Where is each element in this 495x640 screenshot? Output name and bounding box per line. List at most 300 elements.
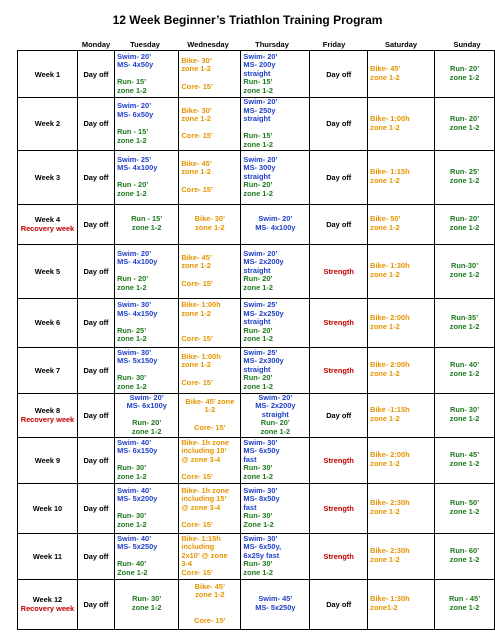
workout-line: Bike- 2:00h: [370, 360, 410, 370]
thursday-cell: [241, 483, 310, 533]
workout-line: Bike- 1h zone: [181, 437, 229, 447]
workout-line: Run- 40’: [450, 360, 480, 370]
workout-line: Swim- 30’: [117, 347, 152, 357]
tuesday-cell: [115, 298, 179, 347]
workout-line: zone 1-2: [131, 603, 162, 613]
workout-line: zone 1-2: [370, 73, 400, 82]
saturday-cell: [368, 98, 435, 151]
workout-line: Run- 30’: [450, 405, 480, 415]
week-row: [18, 483, 495, 533]
friday-activity: Day off: [326, 172, 352, 182]
workout-line: Swim- 20’: [258, 214, 293, 224]
workout-line: Swim- 40’: [117, 437, 152, 447]
friday-cell: [310, 150, 368, 204]
tuesday-cell: [115, 204, 179, 244]
wednesday-cell: [179, 579, 241, 629]
workout-line: zone 1-2: [117, 471, 147, 481]
page-title: 12 Week Beginner’s Triathlon Training Program: [112, 13, 383, 27]
friday-activity: Day off: [326, 599, 352, 609]
workout-line: 3-4: [181, 559, 193, 569]
workout-line: zone 1-2: [181, 360, 211, 370]
monday-cell: Day off: [77, 533, 114, 579]
friday-cell: [310, 98, 368, 151]
sunday-cell: [435, 347, 495, 393]
friday-cell: [310, 244, 368, 298]
workout-line: zone 1-2: [449, 414, 480, 424]
workout-line: Swim- 20’: [243, 51, 278, 61]
week-label: Week 11: [32, 551, 62, 561]
workout-line: zone 1-2: [117, 334, 147, 344]
week-label: Week 10: [32, 503, 63, 513]
workout-line: MS- 2x200y: [243, 257, 284, 267]
sunday-cell: [435, 150, 495, 204]
workout-line: Swim- 20’: [117, 51, 152, 61]
monday-cell: Day off: [77, 150, 114, 204]
thursday-cell: [241, 204, 310, 244]
workout-line: Core- 15’: [181, 519, 213, 529]
workout-line: fast: [243, 502, 257, 512]
workout-line: Bike- 1:15h: [370, 167, 410, 177]
week-row: [18, 393, 495, 437]
workout-line: zone 1-2: [117, 519, 147, 529]
workout-line: Run- 30’: [243, 559, 273, 569]
workout-line: Run - 20’: [117, 180, 149, 190]
workout-line: MS- 250y: [243, 105, 276, 115]
workout-line: Swim- 20’: [117, 101, 152, 111]
recovery-week-label: Recovery week: [20, 224, 75, 234]
week-row: [18, 347, 495, 393]
workout-line: zone 1-2: [370, 122, 400, 132]
workout-line: Run- 15’: [243, 131, 273, 141]
wednesday-cell: [179, 98, 241, 151]
workout-line: MS- 300y: [243, 163, 276, 173]
monday-cell: Day off: [77, 393, 114, 437]
workout-line: Run- 15’: [243, 77, 273, 87]
workout-line: MS- 6x100y: [126, 401, 167, 411]
workout-line: Run - 45’: [448, 594, 481, 604]
workout-line: Swim- 20’: [243, 154, 278, 164]
workout-line: Run-35’: [451, 312, 479, 322]
friday-activity: Strength: [323, 455, 354, 465]
week-label: Week 7: [34, 365, 61, 375]
workout-line: straight: [243, 68, 271, 78]
day-header-sunday: Sunday: [453, 40, 481, 49]
workout-line: zone 1-2: [195, 590, 225, 600]
saturday-cell: [368, 393, 435, 437]
thursday-cell: [241, 533, 310, 579]
workout-line: Run- 30’: [117, 463, 147, 473]
workout-line: Run- 40’: [117, 559, 147, 569]
tuesday-cell: [115, 579, 179, 629]
week-label: Week 2: [34, 119, 61, 129]
workout-line: including 15’: [181, 494, 227, 504]
friday-cell: [310, 298, 368, 347]
friday-activity: Day off: [326, 219, 352, 229]
week-label-cell: [18, 51, 78, 98]
workout-line: Run- 20’: [243, 274, 273, 284]
thursday-cell: [241, 51, 310, 98]
monday-cell: Day off: [77, 437, 114, 483]
week-label: Week 6: [34, 318, 61, 328]
monday-cell: Day off: [77, 204, 114, 244]
workout-line: Core- 15’: [194, 615, 226, 625]
week-label-cell: [18, 579, 78, 629]
workout-line: Bike- 1:00h: [181, 351, 221, 361]
workout-line: 1-2: [204, 405, 216, 415]
workout-line: Swim- 20’: [117, 248, 152, 258]
workout-line: MS- 5x250y: [255, 603, 296, 613]
tuesday-cell: [115, 393, 179, 437]
workout-line: Bike- 45’: [181, 158, 212, 168]
workout-line: Swim- 40’: [117, 485, 152, 495]
thursday-cell: [241, 244, 310, 298]
week-label: Week 9: [34, 455, 61, 465]
workout-line: zone 1-2: [370, 555, 400, 565]
thursday-cell: [241, 579, 310, 629]
wednesday-cell: [179, 483, 241, 533]
day-header-monday: Monday: [81, 40, 111, 49]
day-header-saturday: Saturday: [384, 40, 418, 49]
tuesday-cell: [115, 483, 179, 533]
week-row: [18, 533, 495, 579]
week-label: Week 4: [34, 215, 61, 225]
week-label-cell: [18, 244, 78, 298]
saturday-cell: [368, 533, 435, 579]
workout-line: Run- 20’: [243, 325, 273, 335]
workout-line: MS- 4x100y: [255, 223, 296, 233]
workout-line: zone 1-2: [370, 321, 400, 331]
tuesday-cell: [115, 150, 179, 204]
workout-line: Run- 30’: [243, 511, 273, 521]
workout-line: zone 1-2: [449, 603, 480, 613]
week-label-cell: [18, 150, 78, 204]
week-row: [18, 51, 495, 98]
workout-line: zone 1-2: [449, 122, 480, 132]
friday-cell: [310, 579, 368, 629]
workout-line: Core- 15’: [181, 567, 213, 577]
workout-line: MS- 8x50y: [243, 494, 280, 504]
sunday-cell: [435, 244, 495, 298]
workout-line: Run-30’: [451, 261, 479, 271]
workout-line: MS- 5x150y: [117, 356, 158, 366]
workout-line: Core- 15’: [194, 422, 226, 432]
workout-line: Core- 15’: [181, 81, 213, 91]
workout-line: zone 1-2: [260, 426, 291, 436]
workout-line: Swim- 30’: [243, 485, 278, 495]
workout-line: zone 1-2: [117, 135, 147, 145]
workout-line: @ zone 3-4: [181, 454, 221, 464]
workout-line: zone1-2: [370, 603, 398, 613]
workout-line: Swim- 30’: [243, 437, 278, 447]
saturday-cell: [368, 51, 435, 98]
workout-line: Run - 15’: [131, 214, 163, 224]
workout-line: zone 1-2: [370, 414, 400, 424]
week-label: Week 3: [34, 172, 61, 182]
day-header-tuesday: Tuesday: [130, 40, 160, 49]
saturday-cell: [368, 244, 435, 298]
workout-line: Run- 30’: [243, 463, 273, 473]
workout-line: Run- 15’: [117, 77, 147, 87]
workout-line: zone 1-2: [181, 167, 211, 177]
sunday-cell: [435, 51, 495, 98]
workout-line: zone 1-2: [131, 223, 162, 233]
friday-cell: [310, 347, 368, 393]
workout-line: Bike- 45’ zone: [185, 396, 235, 406]
friday-cell: [310, 393, 368, 437]
workout-line: Bike- 45’: [194, 581, 226, 591]
workout-line: zone 1-2: [370, 176, 400, 186]
workout-line: Swim- 45’: [258, 594, 293, 604]
workout-line: Run- 20’: [450, 64, 480, 74]
training-table: [17, 50, 495, 630]
wednesday-cell: [179, 244, 241, 298]
sunday-cell: [435, 437, 495, 483]
workout-line: Bike- 1:00h: [181, 300, 221, 310]
spacer: [181, 318, 240, 327]
week-label-cell: [18, 533, 78, 579]
workout-line: zone 1-2: [117, 85, 147, 95]
workout-line: including 10’: [181, 446, 227, 456]
workout-line: straight: [261, 409, 289, 419]
workout-line: zone 1-2: [370, 369, 400, 379]
tuesday-cell: [115, 533, 179, 579]
workout-line: zone 1-2: [117, 381, 147, 391]
tuesday-cell: [115, 244, 179, 298]
workout-line: Swim- 20’: [129, 393, 164, 402]
sunday-cell: [435, 533, 495, 579]
monday-cell: Day off: [77, 483, 114, 533]
workout-line: MS- 6x150y: [117, 446, 158, 456]
workout-line: straight: [243, 171, 271, 181]
workout-line: MS- 5x250y: [117, 542, 158, 552]
workout-line: MS- 6x50y,: [243, 542, 282, 552]
recovery-week-label: Recovery week: [20, 604, 75, 614]
workout-line: Run- 20’: [260, 418, 290, 428]
workout-line: Swim- 25’: [243, 347, 278, 357]
sunday-cell: [435, 298, 495, 347]
workout-line: zone 1-2: [181, 261, 211, 271]
week-row: [18, 204, 495, 244]
workout-line: Bike -1:15h: [370, 405, 410, 415]
saturday-cell: [368, 483, 435, 533]
workout-line: Bike- 1:00h: [370, 114, 410, 124]
workout-line: Swim- 20’: [258, 393, 293, 402]
workout-line: Bike- 30’: [181, 55, 212, 65]
workout-line: Swim- 20’: [243, 97, 278, 106]
workout-line: Core- 15’: [181, 131, 213, 141]
saturday-cell: [368, 347, 435, 393]
workout-line: zone 1-2: [181, 114, 211, 124]
week-row: [18, 579, 495, 629]
friday-activity: Strength: [323, 318, 354, 328]
monday-cell: Day off: [77, 51, 114, 98]
thursday-cell: [241, 98, 310, 151]
day-header-friday: Friday: [322, 40, 346, 49]
workout-line: Bike- 30’: [194, 214, 226, 224]
workout-line: zone 1-2: [370, 270, 400, 280]
week-label-cell: [18, 483, 78, 533]
week-label: Week 12: [32, 595, 63, 605]
workout-line: Run- 30’: [117, 511, 147, 521]
tuesday-cell: [115, 98, 179, 151]
sunday-cell: [435, 204, 495, 244]
workout-line: MS- 6x50y: [243, 446, 280, 456]
day-header-thursday: Thursday: [255, 40, 289, 49]
workout-line: 6x25y fast: [243, 550, 280, 560]
friday-cell: [310, 437, 368, 483]
saturday-cell: [368, 204, 435, 244]
workout-line: Bike- 2:00h: [370, 312, 410, 322]
week-label-cell: [18, 298, 78, 347]
workout-line: straight: [243, 265, 271, 275]
workout-line: Swim- 40’: [117, 533, 152, 543]
recovery-week-label: Recovery week: [20, 415, 75, 425]
friday-cell: [310, 51, 368, 98]
tuesday-cell: [115, 437, 179, 483]
friday-cell: [310, 204, 368, 244]
workout-line: zone 1-2: [243, 282, 273, 292]
workout-line: zone 1-2: [117, 282, 147, 292]
workout-line: Bike- 45’: [370, 64, 401, 74]
workout-line: Bike- 1h zone: [181, 485, 229, 495]
workout-line: MS- 5x200y: [117, 494, 158, 504]
workout-line: fast: [243, 454, 257, 464]
workout-line: straight: [243, 364, 271, 374]
workout-line: Run- 25’: [117, 325, 147, 335]
workout-line: zone 1-2: [449, 223, 480, 233]
week-label: Week 5: [34, 266, 61, 276]
workout-line: Bike- 45’: [181, 252, 212, 262]
workout-line: Bike- 1:15h: [181, 533, 221, 543]
workout-line: zone 1-2: [370, 223, 400, 233]
workout-line: Swim- 25’: [117, 154, 152, 164]
wednesday-cell: [179, 298, 241, 347]
workout-line: MS- 2x200y: [255, 401, 296, 411]
friday-activity: Strength: [323, 503, 354, 513]
workout-line: Run- 20’: [243, 180, 273, 190]
workout-line: including: [181, 542, 215, 552]
workout-line: MS- 4x100y: [117, 257, 158, 267]
day-header-wednesday: Wednesday: [187, 40, 229, 49]
week-label-cell: [18, 98, 78, 151]
workout-line: zone 1-2: [243, 471, 273, 481]
monday-cell: Day off: [77, 298, 114, 347]
saturday-cell: [368, 150, 435, 204]
monday-cell: Day off: [77, 347, 114, 393]
workout-line: Bike- 2:30h: [370, 546, 410, 556]
week-row: [18, 150, 495, 204]
friday-activity: Strength: [323, 551, 354, 561]
thursday-cell: [241, 150, 310, 204]
workout-line: zone 1-2: [181, 64, 211, 74]
workout-line: Zone 1-2: [117, 567, 148, 577]
friday-cell: [310, 483, 368, 533]
workout-line: Bike- 2:30h: [370, 498, 410, 508]
workout-line: zone 1-2: [243, 567, 273, 577]
workout-line: zone 1-2: [243, 85, 273, 95]
workout-line: Run- 20’: [132, 418, 162, 428]
workout-line: Core- 15’: [181, 471, 213, 481]
friday-activity: Strength: [323, 365, 354, 375]
workout-line: Core- 15’: [181, 278, 213, 288]
workout-line: Run - 15’: [117, 127, 149, 137]
workout-line: Run- 20’: [450, 214, 480, 224]
saturday-cell: [368, 298, 435, 347]
workout-line: zone 1-2: [449, 270, 480, 280]
workout-line: zone 1-2: [449, 321, 480, 331]
monday-cell: Day off: [77, 579, 114, 629]
workout-line: Run- 30’: [132, 594, 162, 604]
week-label-cell: [18, 347, 78, 393]
week-label-cell: [18, 204, 78, 244]
workout-line: MS- 2x250y: [243, 308, 284, 318]
wednesday-cell: [179, 393, 241, 437]
monday-cell: Day off: [77, 244, 114, 298]
workout-line: Bike- 30’: [181, 105, 212, 115]
workout-line: MS- 4x100y: [117, 163, 158, 173]
workout-line: zone 1-2: [131, 426, 162, 436]
workout-line: Core- 15’: [181, 334, 213, 344]
workout-line: MS- 4x150y: [117, 308, 158, 318]
workout-line: zone 1-2: [370, 507, 400, 517]
week-row: [18, 298, 495, 347]
workout-line: zone 1-2: [449, 369, 480, 379]
workout-line: zone 1-2: [449, 459, 480, 469]
tuesday-cell: [115, 347, 179, 393]
friday-activity: Day off: [326, 119, 352, 129]
sunday-cell: [435, 393, 495, 437]
workout-line: zone 1-2: [449, 73, 480, 82]
workout-line: zone 1-2: [449, 507, 480, 517]
thursday-cell: [241, 347, 310, 393]
workout-line: Run- 20’: [450, 114, 480, 124]
wednesday-cell: [179, 347, 241, 393]
workout-line: Run- 30’: [117, 373, 147, 383]
friday-cell: [310, 533, 368, 579]
wednesday-cell: [179, 150, 241, 204]
workout-line: MS- 6x50y: [117, 109, 154, 119]
thursday-cell: [241, 298, 310, 347]
workout-line: Run- 50’: [450, 498, 480, 508]
sunday-cell: [435, 579, 495, 629]
thursday-cell: [241, 393, 310, 437]
monday-cell: Day off: [77, 98, 114, 151]
workout-line: 2x10’ @ zone: [181, 550, 228, 560]
workout-line: straight: [243, 317, 271, 327]
sunday-cell: [435, 98, 495, 151]
week-row: [18, 437, 495, 483]
workout-line: zone 1-2: [117, 188, 147, 198]
wednesday-cell: [179, 204, 241, 244]
tuesday-cell: [115, 51, 179, 98]
week-label-cell: [18, 393, 78, 437]
workout-line: Swim- 25’: [243, 300, 278, 310]
week-row: [18, 98, 495, 151]
workout-line: zone 1-2: [243, 188, 273, 198]
friday-activity: Day off: [326, 410, 352, 420]
workout-line: Run- 25’: [450, 167, 480, 177]
workout-line: Run- 45’: [450, 450, 480, 460]
week-label-cell: [18, 437, 78, 483]
workout-line: zone 1-2: [243, 334, 273, 344]
workout-line: Core- 15’: [181, 377, 213, 387]
workout-line: zone 1-2: [449, 555, 480, 565]
workout-line: Core- 15’: [181, 184, 213, 194]
sunday-cell: [435, 483, 495, 533]
spacer: [179, 600, 240, 609]
workout-line: MS- 200y: [243, 60, 276, 70]
workout-line: Swim- 20’: [243, 248, 278, 258]
